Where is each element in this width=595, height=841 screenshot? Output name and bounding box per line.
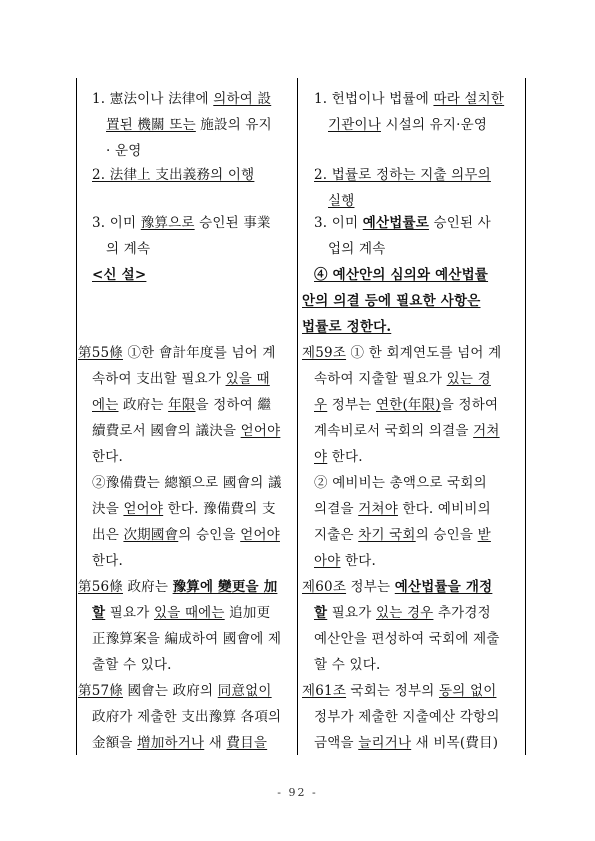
- left-item-3: 3. 이미 豫算으로 승인된 事業 의 계속: [92, 215, 271, 257]
- left-item-1: 1. 憲法이나 法律에 의하여 設 置된 機關 또는 施設의 유지 · 운영: [92, 91, 272, 159]
- table-right-border: [525, 78, 526, 755]
- left-article-55: 第55條 ①한 會計年度를 넘어 계 속하여 支出할 필요가 있을 때 에는 政府는 年限을 정하여 繼 續費로서 國會의 議決을 얻어야 한다.: [78, 345, 281, 465]
- column-divider: [297, 78, 298, 755]
- table-left-border: [76, 78, 77, 755]
- left-article-56: 第56條 政府는 豫算에 變更을 加 할 필요가 있을 때에는 追加更 正豫算案을 編成하여 國會에 제 출할 수 있다.: [78, 579, 282, 673]
- left-new-marker: <신 설>: [92, 267, 147, 283]
- right-article-60: 제60조 정부는 예산법률을 개정 할 필요가 있는 경우 추가경정 예산안을 편성하여 국회에 제출 할 수 있다.: [302, 579, 500, 673]
- right-item-2: 2. 법률로 정하는 지출 의무의 실행: [314, 167, 491, 209]
- right-article-59-2: ② 예비비는 총액으로 국회의 의결을 거쳐야 한다. 예비비의 지출은 차기 국회의 승인을 받 아야 한다.: [314, 475, 491, 569]
- right-item-3: 3. 이미 예산법률로 승인된 사 업의 계속: [314, 215, 491, 257]
- left-article-57: 第57條 國會는 政府의 同意없이 政府가 제출한 支出豫算 各項의 金額을 增加하거나 새 費目을: [78, 683, 282, 751]
- right-article-59: 제59조 ① 한 회계연도를 넘어 계 속하여 지출할 필요가 있는 경 우 정부는 연한(年限)을 정하여 계속비로서 국회의 의결을 거쳐 야 한다.: [302, 345, 502, 465]
- right-item-1: 1. 헌법이나 법률에 따라 설치한 기관이나 시설의 유지·운영: [314, 91, 505, 133]
- right-article-61: 제61조 국회는 정부의 동의 없이 정부가 제출한 지출예산 각항의 금액을 늘리거나 새 비목(費目): [302, 683, 500, 751]
- left-item-2: 2. 法律上 支出義務의 이행: [92, 167, 255, 183]
- right-item-4: ④ 예산안의 심의와 예산법률 안의 의결 등에 필요한 사항은 법률로 정한다.: [302, 267, 489, 335]
- page-number: - 92 -: [277, 786, 318, 799]
- left-article-55-2: ②豫備費는 總額으로 國會의 議 決을 얻어야 한다. 豫備費의 支 出은 次期國會의 승인을 얻어야 한다.: [92, 475, 282, 569]
